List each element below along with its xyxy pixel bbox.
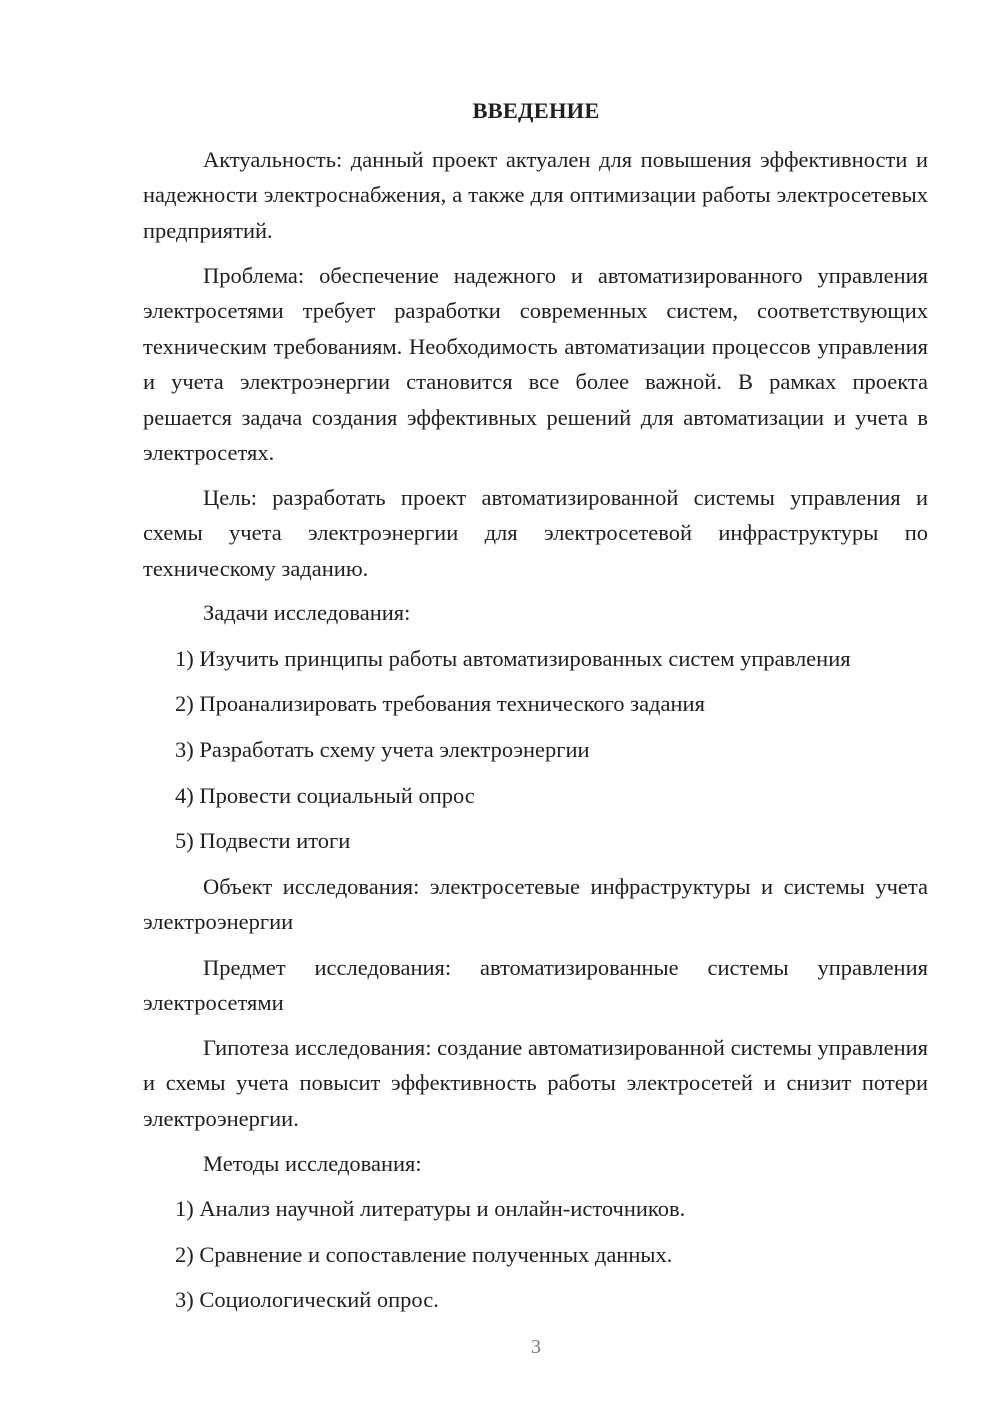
- goal-paragraph: Цель: разработать проект автоматизированной системы управления и схемы учета электроэнергии для электросетевой инфраструктуры по техническому заданию.: [143, 485, 928, 581]
- hypothesis-paragraph: Гипотеза исследования: создание автоматизированной системы управления и схемы учета повысит эффективность работы электросетей и снизит потери электроэнергии.: [143, 1035, 928, 1131]
- problem-paragraph: Проблема: обеспечение надежного и автоматизированного управления электросетями требует разработки современных систем, соответствующих техническим требованиям. Необходимость автоматизации процессов управления и учета электроэнергии становится все более важной. В рамках проекта решается задача создания эффективных решений для автоматизации и учета в электросетях.: [143, 263, 928, 466]
- method-item: 1) Анализ научной литературы и онлайн-источников.: [175, 1196, 686, 1221]
- task-item: 2) Проанализировать требования технического задания: [175, 691, 705, 716]
- task-item: 3) Разработать схему учета электроэнергии: [175, 737, 590, 762]
- tasks-heading: Задачи исследования:: [203, 600, 411, 625]
- method-item: 2) Сравнение и сопоставление полученных данных.: [175, 1242, 673, 1267]
- task-item: 4) Провести социальный опрос: [175, 783, 475, 808]
- section-title: ВВЕДЕНИЕ: [472, 98, 600, 123]
- task-item: 1) Изучить принципы работы автоматизированных систем управления: [175, 646, 851, 671]
- task-item: 5) Подвести итоги: [175, 828, 351, 853]
- page-number: 3: [531, 1336, 541, 1358]
- method-item: 3) Социологический опрос.: [175, 1287, 439, 1312]
- object-paragraph: Объект исследования: электросетевые инфраструктуры и системы учета электроэнергии: [143, 874, 928, 935]
- relevance-paragraph: Актуальность: данный проект актуален для повышения эффективности и надежности электроснабжения, а также для оптимизации работы электросетевых предприятий.: [143, 147, 928, 243]
- subject-paragraph: Предмет исследования: автоматизированные системы управления электросетями: [143, 955, 928, 1016]
- methods-heading: Методы исследования:: [203, 1151, 422, 1176]
